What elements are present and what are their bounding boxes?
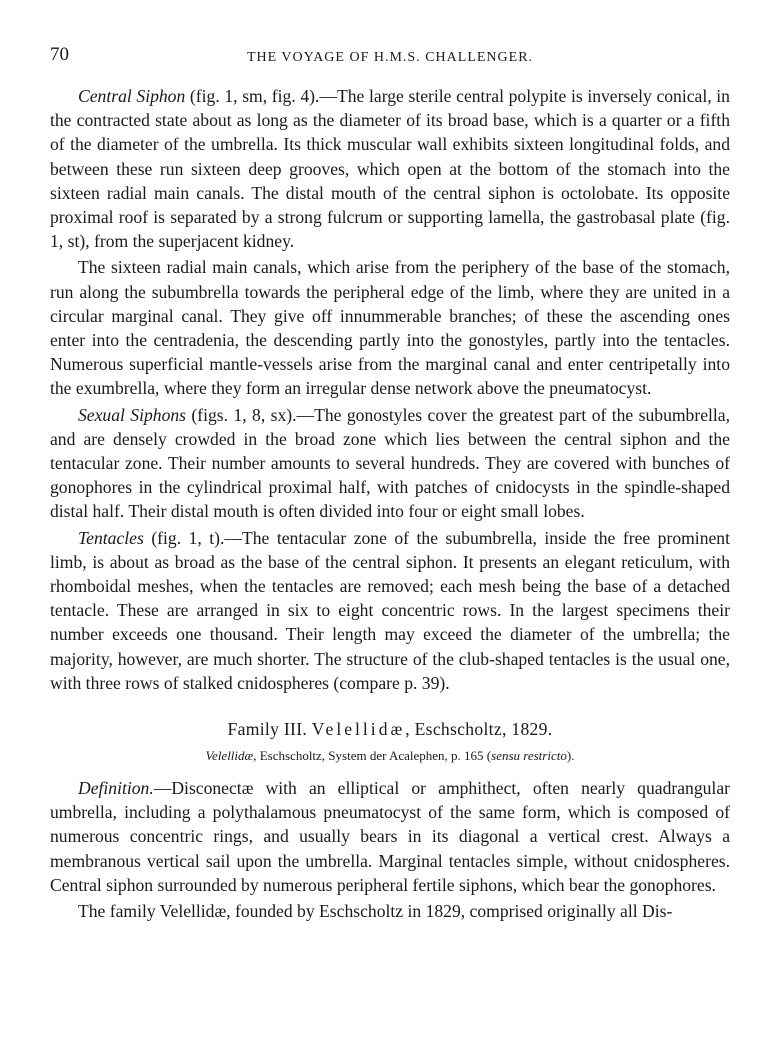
paragraph-lead: Definition. [78,778,154,799]
paragraph-central-siphon [50,84,730,253]
paragraph-lead: Central Siphon [78,86,186,106]
running-title: THE VOYAGE OF H.M.S. CHALLENGER. [246,50,534,65]
paragraph-definition [50,776,730,897]
family-prefix: Family III. [227,719,312,740]
paragraph-text: —Disconectæ with an elliptical or amphithect, often nearly quadrangular umbrella, including a polythalamous pneumatocyst of the same form, which is composed of numerous concentric rings, and usually bears in its diagonal a vertical crest. Always a membranous vertical sail upon the umbrella. Marginal tentacles simple, without cnidospheres. Central siphon surrounded by numerous peripheral fertile siphons, which bear the gonophores. [50,778,730,895]
paragraph-text: The family Velellidæ, founded by Eschscholtz in 1829, comprised originally all Dis- [78,901,673,922]
citation-text: , Eschscholtz, System der Acalephen, p. 165 ( [253,748,492,764]
paragraph-lead: Sexual Siphons [78,404,187,425]
citation-sense: sensu restricto [491,748,567,764]
family-citation [50,748,730,764]
page-number: 70 [50,44,69,65]
paragraph-text: The sixteen radial main canals, which arise from the periphery of the base of the stomach, run along the subumbrella towards the peripheral edge of the limb, where they are united in a circular marginal canal. They give off innummerable branches; of these the ascending ones enter into the centradenia, the descending partly into the gonostyles, partly into the tentacles. Numerous superficial mantle-vessels arise from the marginal canal and enter centripetally into the exumbrella, where they form an irregular dense network above the pneumatocyst. [50,257,730,399]
page [50,44,730,923]
paragraph-text: (fig. 1, sm, fig. 4).—The large sterile central polypite is inversely conical, in the contracted state about as long as the diameter of its broad base, which is a quarter or a fifth of the diameter of the umbrella. Its thick muscular wall exhibits sixteen longitudinal folds, and between these run sixteen deep grooves, which open at the bottom of the stomach into the sixteen radial main canals. The distal mouth of the central siphon is octolobate. Its opposite proximal roof is separated by a strong fulcrum or supporting lamella, the gastrobasal plate (fig. 1, st), from the superjacent kidney. [50,86,730,252]
citation-end: ). [566,748,575,764]
family-suffix: , Eschscholtz, 1829. [405,719,553,740]
family-heading [50,719,730,740]
paragraph-family-history [50,899,730,923]
page-header [50,44,730,74]
paragraph-lead: Tentacles [78,527,144,548]
paragraph-text: (fig. 1, t).—The tentacular zone of the subumbrella, inside the free prominent limb, is about as broad as the base of the central siphon. It presents an elegant reticulum, with rhomboidal meshes, when the tentacles are removed; each mesh being the base of a detached tentacle. These are arranged in six to eight concentric rows. In the largest specimens their number exceeds one thousand. Their length may exceed the diameter of the umbrella; the majority, however, are much shorter. The structure of the club-shaped tentacles is the usual one, with three rows of stalked cnidospheres (compare p. 39). [50,527,730,693]
paragraph-text: (figs. 1, 8, sx).—The gonostyles cover the greatest part of the subumbrella, and are densely crowded in the broad zone which lies between the central siphon and the tentacular zone. Their number amounts to several hundreds. They are covered with bunches of gonophores in the cylindrical proximal half, with patches of cnidocysts in the spindle-shaped distal half. Their distal mouth is often divided into four or eight small lobes. [50,404,731,522]
citation-name: Velellidæ [205,748,254,764]
paragraph-radial-canals [50,255,730,400]
paragraph-tentacles [50,526,730,695]
paragraph-sexual-siphons [50,403,730,524]
family-name: Velellidæ [311,719,406,740]
